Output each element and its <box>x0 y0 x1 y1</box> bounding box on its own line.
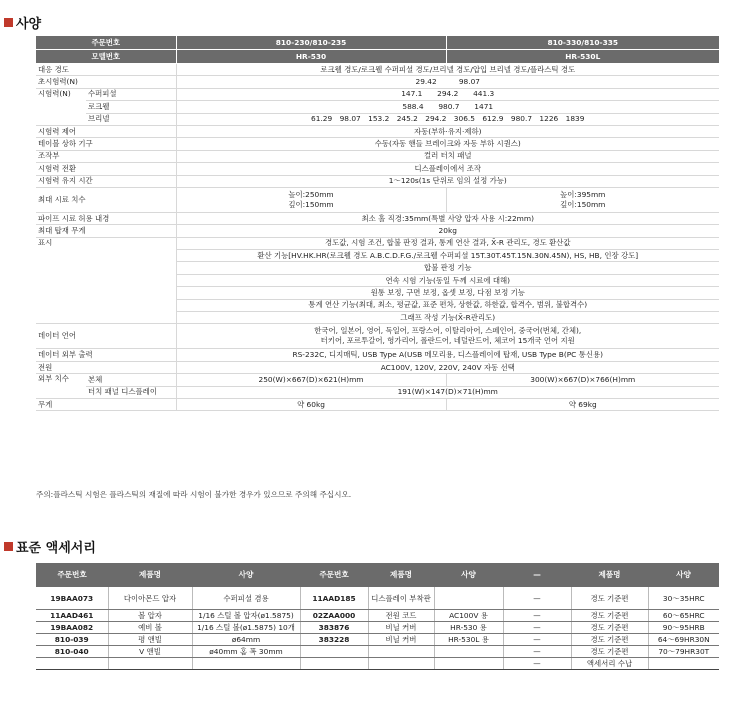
table-row <box>36 610 719 622</box>
spec-label: 시험력 유지 시간 <box>36 175 176 187</box>
acc-cell: — <box>503 622 571 634</box>
spec-row <box>36 163 719 175</box>
acc-cell: 평 앤빌 <box>108 634 192 646</box>
acc-cell: 예비 볼 <box>108 622 192 634</box>
table-row <box>36 646 719 658</box>
acc-header: 제품명 <box>571 563 648 587</box>
acc-cell <box>300 658 368 670</box>
spec-row <box>36 386 719 398</box>
spec-value: 로크웰 경도/로크웰 수퍼피셜 경도/브리넬 경도/압입 브리넬 경도/플라스틱 경도 <box>176 64 719 76</box>
table-row <box>36 587 719 610</box>
acc-cell: ø64mm <box>192 634 300 646</box>
acc-cell <box>648 658 719 670</box>
spec-label: 전원 <box>36 361 176 373</box>
acc-cell: 02ZAA000 <box>300 610 368 622</box>
spec-value: 컬러 터치 패널 <box>176 150 719 162</box>
language-value <box>176 324 719 349</box>
acc-cell: 경도 기준편 <box>571 646 648 658</box>
spec-value: 588.4 980.7 1471 <box>176 101 719 113</box>
spec-sublabel: 터치 패널 디스플레이 <box>86 386 176 398</box>
display-item: 통계 연산 기능(최대, 최소, 평균값, 표준 편차, 상한값, 하한값, 합격수, 범위, 불합격수) <box>176 299 719 311</box>
acc-cell: 60～65HRC <box>648 610 719 622</box>
spec-table <box>36 36 719 411</box>
acc-cell <box>434 587 503 610</box>
spec-label: 조작부 <box>36 150 176 162</box>
accessory-section-title: 표준 액세서리 <box>4 537 96 556</box>
spec-label: 데이터 언어 <box>36 324 176 349</box>
acc-cell: 11AAD185 <box>300 587 368 610</box>
acc-cell: 경도 기준편 <box>571 634 648 646</box>
spec-value: 191(W)×147(D)×71(H)mm <box>176 386 719 398</box>
acc-header: 주문번호 <box>36 563 108 587</box>
height-b: 높이:395mm <box>560 189 606 199</box>
acc-header: 제품명 <box>108 563 192 587</box>
spec-row <box>36 113 719 125</box>
accessory-header-row <box>36 563 719 587</box>
acc-cell: V 앤빌 <box>108 646 192 658</box>
spec-value: 자동(부하·유지·제하) <box>176 125 719 137</box>
spec-value: AC100V, 120V, 220V, 240V 자동 선택 <box>176 361 719 373</box>
table-row <box>36 622 719 634</box>
acc-cell: 볼 압자 <box>108 610 192 622</box>
acc-cell: — <box>503 634 571 646</box>
acc-header: 제품명 <box>368 563 434 587</box>
spec-sublabel: 본체 <box>86 374 176 386</box>
acc-cell: 810-039 <box>36 634 108 646</box>
acc-cell: 다이아몬드 압자 <box>108 587 192 610</box>
spec-label: 시험력(N) <box>36 88 86 125</box>
acc-cell: 1/16 스틸 볼(ø1.5875) 10개 <box>192 622 300 634</box>
spec-row <box>36 212 719 224</box>
acc-cell: 383228 <box>300 634 368 646</box>
depth-b: 깊이:150mm <box>560 199 606 209</box>
spec-label: 시험력 전환 <box>36 163 176 175</box>
spec-section-title: 사양 <box>4 13 41 32</box>
spec-value: RS-232C, 디지매틱, USB Type A(USB 메모리용, 디스플레이에 탑재, USB Type B(PC 통신용) <box>176 349 719 361</box>
spec-row <box>36 225 719 237</box>
model-number-header: 모델번호 <box>36 50 176 64</box>
language-line-1: 한국어, 일본어, 영어, 독일어, 프랑스어, 이탈리아어, 스페인어, 중국어(번체, 간체), <box>314 326 582 336</box>
display-item: 경도값, 시험 조건, 합불 판정 결과, 통계 연산 결과, X̄-R 관리도, 경도 환산값 <box>176 237 719 249</box>
acc-cell: 전원 코드 <box>368 610 434 622</box>
max-size-a <box>176 187 446 212</box>
acc-cell: — <box>503 587 571 610</box>
spec-row <box>36 101 719 113</box>
spec-value: 20kg <box>176 225 719 237</box>
height-a: 높이:250mm <box>288 189 334 199</box>
max-size-b <box>446 187 719 212</box>
acc-cell: HR-530 용 <box>434 622 503 634</box>
acc-cell: 11AAD461 <box>36 610 108 622</box>
acc-cell: 810-040 <box>36 646 108 658</box>
acc-cell: 디스플레이 부착판 <box>368 587 434 610</box>
display-item: 원통 보정, 구면 보정, 옵셋 보정, 다점 보정 기능 <box>176 287 719 299</box>
language-line-2: 터키어, 포르투갈어, 헝가리어, 폴란드어, 네덜란드어, 체코어 15개국 언어 지원 <box>320 336 575 346</box>
square-bullet-icon <box>4 542 13 551</box>
spec-label: 최대 시료 치수 <box>36 187 176 212</box>
acc-cell: — <box>503 610 571 622</box>
acc-cell: 수퍼피셜 겸용 <box>192 587 300 610</box>
spec-row <box>36 349 719 361</box>
order-number-header: 주문번호 <box>36 36 176 50</box>
acc-cell: 비닐 커버 <box>368 622 434 634</box>
body-dims-b: 300(W)×667(D)×766(H)mm <box>446 374 719 386</box>
acc-cell: 19BAA082 <box>36 622 108 634</box>
order-number-b: 810-330/810-335 <box>446 36 719 50</box>
acc-cell <box>368 646 434 658</box>
acc-cell <box>300 646 368 658</box>
acc-cell: HR-530L 용 <box>434 634 503 646</box>
spec-value: 수동(자동 핸들 브레이크와 자동 부하 시퀀스) <box>176 138 719 150</box>
acc-cell: 70～79HR30T <box>648 646 719 658</box>
table-row <box>36 634 719 646</box>
spec-row <box>36 125 719 137</box>
acc-cell: — <box>503 658 571 670</box>
spec-row <box>36 76 719 88</box>
spec-sublabel: 브리넬 <box>86 113 176 125</box>
spec-value: 1～120s(1s 단위로 임의 설정 가능) <box>176 175 719 187</box>
display-item: 환산 기능[HV.HK.HR(로크웰 경도 A.B.C.D.F.G./로크웰 수퍼피셜 15T.30T.45T.15N.30N.45N), HS, HB, 인장 강도] <box>176 250 719 262</box>
spec-row <box>36 237 719 249</box>
acc-cell <box>36 658 108 670</box>
spec-sublabel: 수퍼피셜 <box>86 88 176 100</box>
acc-cell <box>434 658 503 670</box>
spec-value: 61.29 98.07 153.2 245.2 294.2 306.5 612.9 980.7 1226 1839 <box>176 113 719 125</box>
spec-row <box>36 64 719 76</box>
acc-cell: 19BAA073 <box>36 587 108 610</box>
table-row <box>36 658 719 670</box>
spec-value: 최소 홀 직경:35mm(특별 사양 압자 사용 시:22mm) <box>176 212 719 224</box>
acc-header: 사양 <box>192 563 300 587</box>
spec-row <box>36 398 719 410</box>
spec-header-order-row <box>36 36 719 50</box>
spec-row <box>36 324 719 349</box>
depth-a: 깊이:150mm <box>288 199 334 209</box>
acc-cell <box>368 658 434 670</box>
acc-cell <box>108 658 192 670</box>
acc-cell: ø40mm 홈 폭 30mm <box>192 646 300 658</box>
spec-label: 테이블 상하 기구 <box>36 138 176 150</box>
spec-sublabel: 로크웰 <box>86 101 176 113</box>
spec-row <box>36 138 719 150</box>
acc-cell: 경도 기준편 <box>571 622 648 634</box>
body-dims-a: 250(W)×667(D)×621(H)mm <box>176 374 446 386</box>
acc-header: 사양 <box>648 563 719 587</box>
model-number-a: HR-530 <box>176 50 446 64</box>
acc-cell: 비닐 커버 <box>368 634 434 646</box>
display-item: 그래프 작성 기능(X̄-R관리도) <box>176 312 719 324</box>
spec-label: 외부 치수 <box>36 374 86 399</box>
spec-row <box>36 361 719 373</box>
plastic-test-note: 주의:플라스틱 시험은 플라스틱의 재질에 따라 시험이 불가한 경우가 있으므로 주의해 주십시오. <box>36 490 352 499</box>
acc-cell: 383876 <box>300 622 368 634</box>
acc-cell: AC100V 용 <box>434 610 503 622</box>
spec-label: 시험력 제어 <box>36 125 176 137</box>
spec-value: 147.1 294.2 441.3 <box>176 88 719 100</box>
square-bullet-icon <box>4 18 13 27</box>
acc-cell: 90～95HRB <box>648 622 719 634</box>
spec-row <box>36 374 719 386</box>
acc-cell <box>434 646 503 658</box>
accessory-table <box>36 563 719 670</box>
acc-cell: — <box>503 646 571 658</box>
spec-label: 대응 경도 <box>36 64 176 76</box>
acc-cell: 경도 기준편 <box>571 610 648 622</box>
acc-cell: 경도 기준편 <box>571 587 648 610</box>
weight-b: 약 69kg <box>446 398 719 410</box>
acc-cell: 64～69HR30N <box>648 634 719 646</box>
spec-label: 최대 탑재 무게 <box>36 225 176 237</box>
display-item: 합불 판정 기능 <box>176 262 719 274</box>
model-number-b: HR-530L <box>446 50 719 64</box>
spec-value: 디스플레이에서 조작 <box>176 163 719 175</box>
display-item: 연속 시험 기능(동일 두께 시료에 대해) <box>176 274 719 286</box>
acc-header: 주문번호 <box>300 563 368 587</box>
spec-header-model-row <box>36 50 719 64</box>
acc-header: — <box>503 563 571 587</box>
acc-cell <box>192 658 300 670</box>
spec-row <box>36 150 719 162</box>
spec-value: 29.42 98.07 <box>176 76 719 88</box>
spec-label: 무게 <box>36 398 176 410</box>
acc-cell: 액세서리 수납 <box>571 658 648 670</box>
spec-row <box>36 175 719 187</box>
spec-label: 파이프 시료 허용 내경 <box>36 212 176 224</box>
spec-label: 표시 <box>36 237 176 324</box>
weight-a: 약 60kg <box>176 398 446 410</box>
spec-label: 초시험력(N) <box>36 76 176 88</box>
acc-cell: 1/16 스틸 볼 압자(ø1.5875) <box>192 610 300 622</box>
spec-row <box>36 187 719 212</box>
order-number-a: 810-230/810-235 <box>176 36 446 50</box>
acc-header: 사양 <box>434 563 503 587</box>
spec-label: 데이터 외부 출력 <box>36 349 176 361</box>
acc-cell: 30～35HRC <box>648 587 719 610</box>
spec-row <box>36 88 719 100</box>
